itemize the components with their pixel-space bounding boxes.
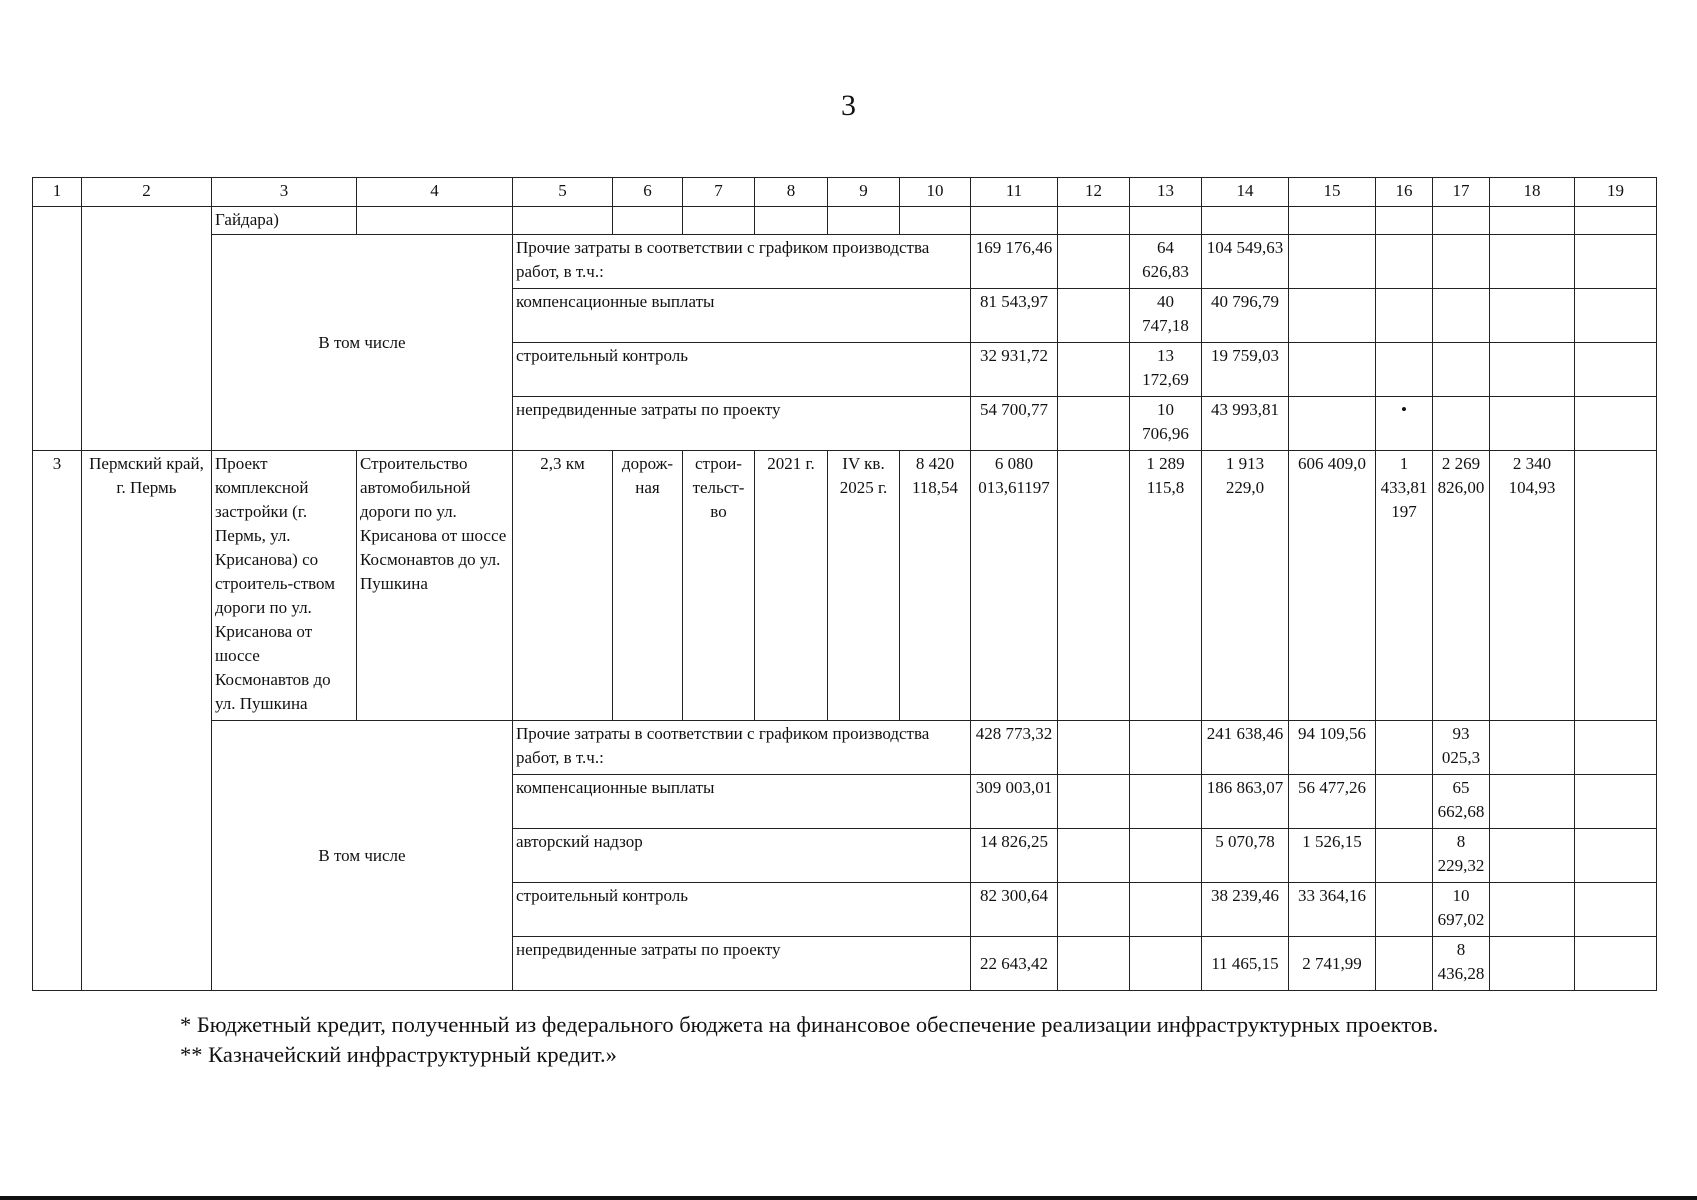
column-number: 12 (1058, 178, 1130, 207)
table-cell (1130, 721, 1202, 775)
table-cell (1575, 451, 1657, 721)
project-start: 2021 г. (755, 451, 828, 721)
value-col-17: 8 436,28 (1433, 937, 1490, 991)
table-cell (1130, 829, 1202, 883)
table-cell (1433, 397, 1490, 451)
table-cell (33, 207, 82, 451)
table-cell (1130, 775, 1202, 829)
column-number: 17 (1433, 178, 1490, 207)
value-col-14: 11 465,15 (1202, 937, 1289, 991)
value-col-11: 309 003,01 (971, 775, 1058, 829)
table-cell (1376, 775, 1433, 829)
table-row (33, 235, 1657, 289)
table-cell (1289, 343, 1376, 397)
value-col-15: 94 109,56 (1289, 721, 1376, 775)
table-cell (1575, 829, 1657, 883)
cost-item-label: компенсационные выплаты (513, 289, 971, 343)
value-col-14: 38 239,46 (1202, 883, 1289, 937)
value-col-11: 54 700,77 (971, 397, 1058, 451)
table-cell (1490, 883, 1575, 937)
cost-item-label: строительный контроль (513, 883, 971, 937)
table-cell (1058, 451, 1130, 721)
value-col-17: 65 662,68 (1433, 775, 1490, 829)
table-cell (1376, 883, 1433, 937)
value-col-16: 1 433,81197 (1376, 451, 1433, 721)
project-object: Строительство автомобильной дороги по ул. Крисанова от шоссе Космонавтов до ул. Пушкина (357, 451, 513, 721)
table-cell (1490, 343, 1575, 397)
table-cell (1058, 721, 1130, 775)
cost-item-label: строительный контроль (513, 343, 971, 397)
footnote-budget-credit: * Бюджетный кредит, полученный из федерального бюджета на финансовое обеспечение реализации инфраструктурных проектов. (180, 1012, 1439, 1037)
cost-item-label: Прочие затраты в соответствии с графиком производства работ, в т.ч.: (513, 235, 971, 289)
table-cell (1433, 343, 1490, 397)
value-col-17: 2 269 826,00 (1433, 451, 1490, 721)
project-infrastructure-type: дорож-ная (613, 451, 683, 721)
value-col-14: 241 638,46 (1202, 721, 1289, 775)
column-number: 11 (971, 178, 1058, 207)
value-col-14: 19 759,03 (1202, 343, 1289, 397)
value-col-14: 43 993,81 (1202, 397, 1289, 451)
column-number: 10 (900, 178, 971, 207)
group-label: В том числе (212, 721, 513, 991)
table-row (33, 721, 1657, 775)
value-col-17: 93 025,3 (1433, 721, 1490, 775)
column-number: 19 (1575, 178, 1657, 207)
value-col-17: 8 229,32 (1433, 829, 1490, 883)
column-number: 15 (1289, 178, 1376, 207)
value-col-14: 5 070,78 (1202, 829, 1289, 883)
table-cell (513, 207, 613, 235)
table-cell (1433, 235, 1490, 289)
value-col-15: 606 409,0 (1289, 451, 1376, 721)
column-number: 8 (755, 178, 828, 207)
table-cell (357, 207, 513, 235)
project-name: Проект комплексной застройки (г. Пермь, ул. Крисанова) со строитель-ством дороги по ул. Крисанова от шоссе Космонавтов до ул. Пушкина (212, 451, 357, 721)
table-cell (1058, 883, 1130, 937)
table-cell (1289, 207, 1376, 235)
table-cell (1490, 937, 1575, 991)
table-cell (1130, 883, 1202, 937)
table-cell (1130, 207, 1202, 235)
table-cell (828, 207, 900, 235)
table-cell (971, 207, 1058, 235)
table-cell (1490, 397, 1575, 451)
value-col-11: 22 643,42 (971, 937, 1058, 991)
footnote-treasury-credit: ** Казначейский инфраструктурный кредит.» (180, 1042, 617, 1067)
value-col-15: 56 477,26 (1289, 775, 1376, 829)
investment-table-wrapper (32, 177, 1656, 991)
table-cell (755, 207, 828, 235)
table-cell (1575, 775, 1657, 829)
table-cell (1490, 829, 1575, 883)
value-col-11: 81 543,97 (971, 289, 1058, 343)
column-number: 1 (33, 178, 82, 207)
column-number: 16 (1376, 178, 1433, 207)
table-cell (1433, 207, 1490, 235)
table-cell (1058, 937, 1130, 991)
scan-dot-mark: • (1376, 397, 1433, 451)
value-col-13: 64 626,83 (1130, 235, 1202, 289)
project-region: Пермский край, г. Пермь (82, 451, 212, 991)
table-cell (1433, 289, 1490, 343)
table-cell (1058, 775, 1130, 829)
table-cell (1575, 235, 1657, 289)
project-work-type: строи-тельст-во (683, 451, 755, 721)
table-cell (1575, 883, 1657, 937)
table-cell (1376, 937, 1433, 991)
cost-item-label: авторский надзор (513, 829, 971, 883)
value-col-18: 2 340 104,93 (1490, 451, 1575, 721)
table-cell (1490, 721, 1575, 775)
table-row (33, 207, 1657, 235)
column-number: 3 (212, 178, 357, 207)
cost-item-label: компенсационные выплаты (513, 775, 971, 829)
column-number-row (33, 178, 1657, 207)
value-col-13: 1 289 115,8 (1130, 451, 1202, 721)
table-cell (1490, 235, 1575, 289)
table-cell (1058, 343, 1130, 397)
table-cell (900, 207, 971, 235)
value-col-11: 169 176,46 (971, 235, 1058, 289)
table-cell (1575, 343, 1657, 397)
table-cell (1058, 289, 1130, 343)
table-cell (1376, 289, 1433, 343)
value-col-13: 10 706,96 (1130, 397, 1202, 451)
value-col-15: 33 364,16 (1289, 883, 1376, 937)
table-cell (1058, 397, 1130, 451)
project-number: 3 (33, 451, 82, 991)
value-col-10: 8 420 118,54 (900, 451, 971, 721)
investment-projects-table (32, 177, 1657, 991)
table-cell (1289, 289, 1376, 343)
table-cell (1490, 207, 1575, 235)
column-number: 18 (1490, 178, 1575, 207)
cost-item-label: непредвиденные затраты по проекту (513, 937, 971, 991)
table-cell (1202, 207, 1289, 235)
column-number: 9 (828, 178, 900, 207)
table-cell (82, 207, 212, 451)
column-number: 14 (1202, 178, 1289, 207)
value-col-15: 2 741,99 (1289, 937, 1376, 991)
scan-bottom-edge (0, 1196, 1697, 1200)
table-cell (1058, 207, 1130, 235)
value-col-11: 14 826,25 (971, 829, 1058, 883)
table-cell (1376, 343, 1433, 397)
value-col-14: 104 549,63 (1202, 235, 1289, 289)
table-cell (1058, 235, 1130, 289)
value-col-15: 1 526,15 (1289, 829, 1376, 883)
table-cell (1490, 289, 1575, 343)
table-cell (1376, 207, 1433, 235)
value-col-11: 82 300,64 (971, 883, 1058, 937)
table-cell (1575, 937, 1657, 991)
column-number: 7 (683, 178, 755, 207)
project-end: IV кв. 2025 г. (828, 451, 900, 721)
table-cell (1058, 829, 1130, 883)
column-number: 6 (613, 178, 683, 207)
table-cell (1575, 397, 1657, 451)
value-col-14: 186 863,07 (1202, 775, 1289, 829)
table-cell (1490, 775, 1575, 829)
value-col-11: 32 931,72 (971, 343, 1058, 397)
project-capacity: 2,3 км (513, 451, 613, 721)
column-number: 2 (82, 178, 212, 207)
table-cell (1376, 721, 1433, 775)
table-cell (1575, 721, 1657, 775)
cost-item-label: Прочие затраты в соответствии с графиком производства работ, в т.ч.: (513, 721, 971, 775)
column-number: 4 (357, 178, 513, 207)
table-cell (683, 207, 755, 235)
column-number: 5 (513, 178, 613, 207)
value-col-14: 40 796,79 (1202, 289, 1289, 343)
cost-item-label: непредвиденные затраты по проекту (513, 397, 971, 451)
table-cell (1376, 235, 1433, 289)
table-cell (1575, 207, 1657, 235)
group-label: В том числе (212, 235, 513, 451)
page-number: 3 (841, 89, 856, 122)
value-col-13: 40 747,18 (1130, 289, 1202, 343)
column-number: 13 (1130, 178, 1202, 207)
project-name-continuation: Гайдара) (212, 207, 357, 235)
table-cell (613, 207, 683, 235)
value-col-11: 6 080 013,61197 (971, 451, 1058, 721)
value-col-13: 13 172,69 (1130, 343, 1202, 397)
table-cell (1376, 829, 1433, 883)
value-col-17: 10 697,02 (1433, 883, 1490, 937)
table-cell (1130, 937, 1202, 991)
table-cell (1289, 235, 1376, 289)
value-col-14: 1 913 229,0 (1202, 451, 1289, 721)
value-col-11: 428 773,32 (971, 721, 1058, 775)
table-cell (1289, 397, 1376, 451)
table-cell (1575, 289, 1657, 343)
project-row (33, 451, 1657, 721)
